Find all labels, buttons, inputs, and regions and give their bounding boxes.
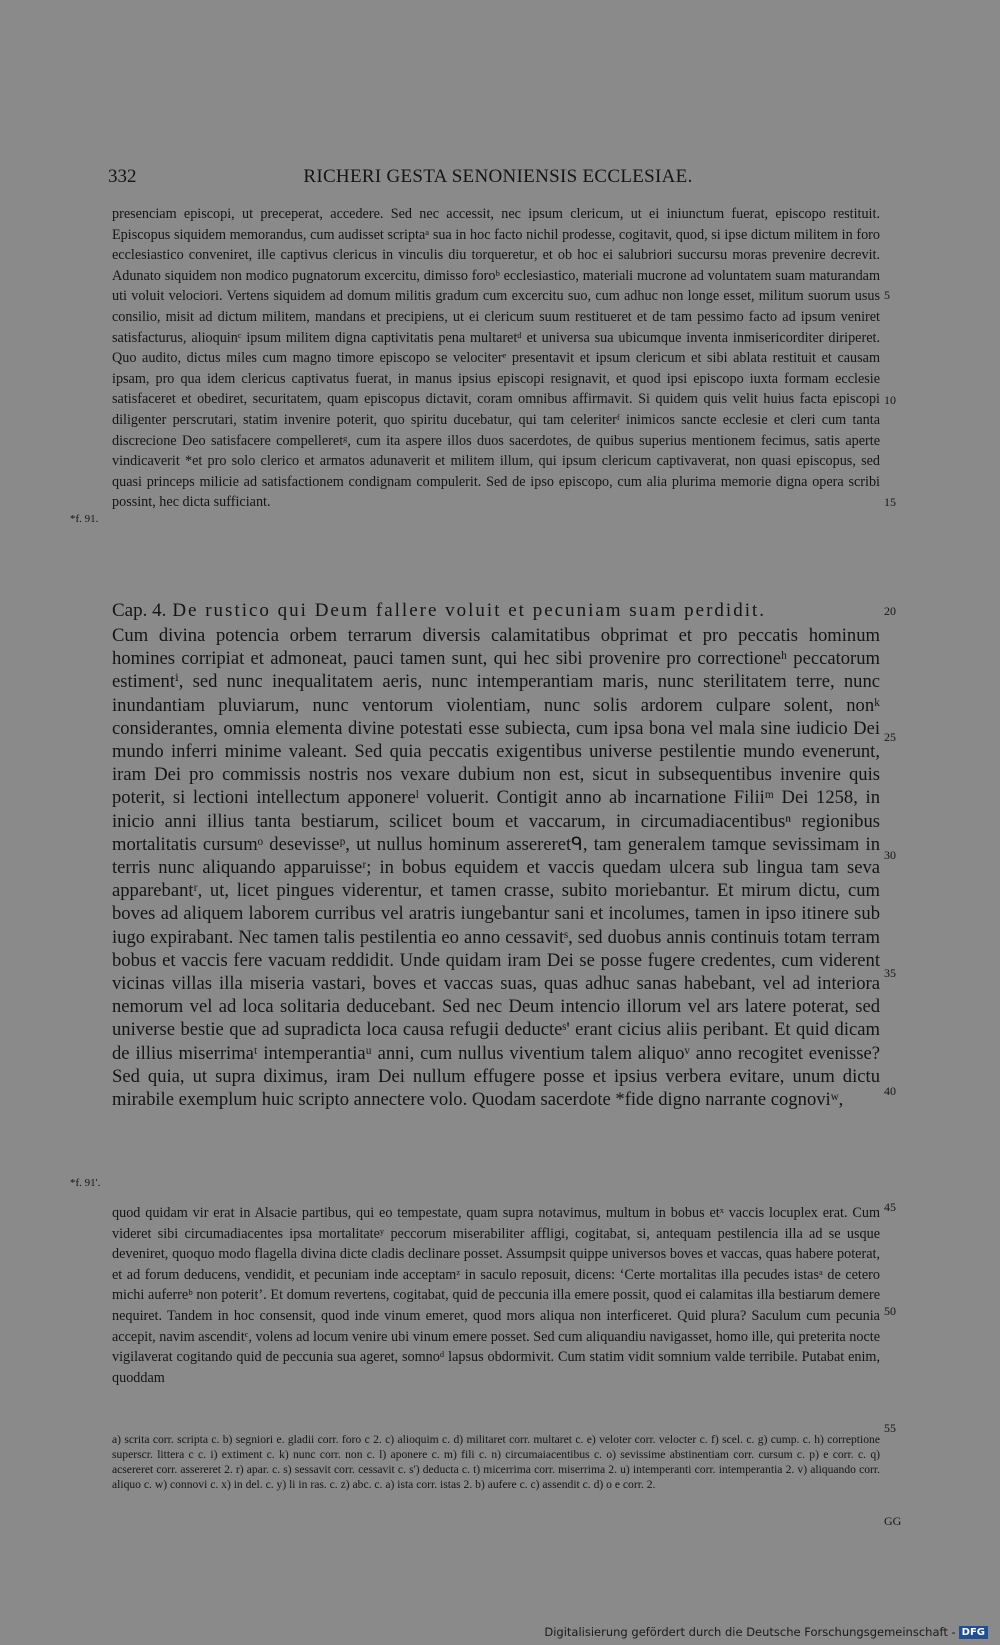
- running-title: RICHERI GESTA SENONIENSIS ECCLESIAE.: [303, 166, 693, 187]
- line-number: 30: [884, 848, 896, 862]
- line-number: 15: [884, 495, 896, 509]
- chapter-number: Cap. 4.: [112, 600, 167, 621]
- credit-text: Digitalisierung gefördert durch die Deutsche Forschungsgemeinschaft -: [544, 1625, 956, 1639]
- footnote-text: a) scrita corr. scripta c. b) segniori e. gladii corr. foro c 2. c) alioquim c. d) militaret corr. multaret c. e) veloter corr. velocter c. f) scel. c. g) cump. c. h) correptione superscr. littera c c. i) extiment c. k) nunc corr. non c. l) aponere c. m) fili c. n) circumaiacentibus c. o) sevissime abstinentiam corr. cursum c. p) e corr. c. q) acsereret corr. assereret 2. r) apar. c. s) sessavit corr. cessavit c. s') deducta c. t) micerrima corr. miserrima 2. u) intemperanti corr. intemperantia 2. v) aliquando corr. aliquo c. w) connovi c. x) in del. c. y) li in ras. c. z) abc. c. a) ista corr. istas 2. b) aufere c. c) assendit c. d) o e corr. 2.: [112, 1432, 880, 1491]
- line-number: 55: [884, 1421, 896, 1435]
- text-block-continuation: [112, 1203, 880, 1388]
- line-number: 35: [884, 966, 896, 980]
- line-number: 45: [884, 1200, 896, 1214]
- line-number: 50: [884, 1304, 896, 1318]
- chapter-heading: [112, 600, 880, 622]
- line-number: 20: [884, 604, 896, 618]
- line-number: 10: [884, 393, 896, 407]
- line-number: 5: [884, 288, 890, 302]
- signature-mark: GG: [884, 1514, 902, 1528]
- page-number: 332: [108, 166, 137, 187]
- paragraph: Cum divina potencia orbem terrarum diversis calamitatibus obprimat et pro peccatis hominum homines corripiat et admoneat, pauci tamen sunt, qui hec sibi provenire pro correctioneʰ peccatorum estimentⁱ, sed nunc inequalitatem aeris, nunc intemperantiam maris, nunc sterilitatem terre, nunc inundantiam pluviarum, nunc ventorum violentiam, nunc solis ardorem culpare solent, nonᵏ considerantes, omnia elementa divine potestati esse subiecta, cum ipsa bona vel mala sine iudicio Dei mundo inferri minime valeant. Sed quia peccatis exigentibus universe pestilentie mundo evenerunt, iram Dei pro commissis nostris nos vexare dubium non est, sicut in subsequentibus invenire quis poterit, si lectioni intellectum apponereˡ voluerit. Contigit anno ab incarnatione Filiiᵐ Dei 1258, in inicio anni illius tanta bestiarum, scilicet boum et vaccarum, in circumadiacentibusⁿ regionibus mortalitatis cursumᵒ desevisseᵖ, ut nullus hominum assereretᑫ, tam generalem tamque sevissimam in terris nunc aliquando apparuisseʳ; in bobus equidem et vaccis quedam ulcera sub lingua tam seva apparebantʳ, ut, licet pingues viderentur, et tamen crasse, subito moriebantur. Et mirum dictu, cum boves ad aliquem laborem curribus vel aratris iungebantur sani et incolumes, tamen in ipso itinere sub iugo expirabant. Nec tamen talis pestilentia eo anno cessavitˢ, sed duobus annis continuis totam terram bobus et vaccis fere vacuam reddidit. Unde quidam iram Dei se posse fugere credentes, cum viderent vicinas villas illa miseria vastari, boves et vaccas suas, quas adhuc sanas habebant, vel ad interiora nemorum vel ad loca solitaria deducebant. Sed nec Deum intencio illorum vel ars latere poterat, sed universe bestie que ad supradicta loca causa refugii deducteˢ' erant cicius aliis peribant. Et quid dicam de illius miserrimaᵗ intemperantiaᵘ anni, cum nullus viventium talem aliquoᵛ anno recogitet evenisse? Sed quia, ut supra diximus, iram Dei nullum effugere posse et ipsius verbera evitare, unum dictu mirabile exemplum huic scripto annectere volo. Quodam sacerdote *fide digno narrante cognoviʷ,: [112, 625, 880, 1111]
- dfg-logo-icon: DFG: [959, 1626, 988, 1639]
- digitization-credit: [544, 1625, 988, 1639]
- line-number: 40: [884, 1084, 896, 1098]
- paragraph: presenciam episcopi, ut preceperat, accedere. Sed nec accessit, nec ipsum clericum, ut ei iniunctum fuerat, episcopo restituit. Episcopus siquidem memorandus, cum audisset scriptaᵃ sua in hoc facto nichil prodesse, cogitavit, quod, si ipse dictum militem in foro ecclesiastico conveniret, ille captivus clericus in vinculis diu torqueretur, et ob hoc ei salubriori succursu moras prevenire decrevit. Adunato siquidem non modico pugnatorum excercitu, dimisso foroᵇ ecclesiastico, materiali mucrone ad voluntatem suam maturandam uti voluit velociori. Vertens siquidem ad domum militis gradum cum excercitu suo, cum adhuc non longe esset, militum suorum usus consilio, misit ad dictum militem, mandans et precipiens, ut ei clericum suum restitueret et de tam pessimo facto ad ipsum veniret satisfacturus, alioquinᶜ ipsum militem digna captivitatis pena multaretᵈ et universa sua ubicumque inventa inmisericorditer diriperet. Quo audito, dictus miles cum magno timore episcopo se velociterᵉ presentavit et ipsum clericum et sibi ablata restituit et causam ipsam, pro qua idem clericus captivatus fuerat, in manus ipsius episcopi resignavit, et quod ipsi episcopo iuxta formam ecclesie satisfaceret et obediret, securitatem, quam episcopus dictavit, coram omnibus affirmavit. Si quidem quis velit huius facta episcopi diligenter perscrutari, statim invenire poterit, quo spiritu ducebatur, qui tam celeriterᶠ inimicos sancte ecclesie et cleri cum tanta discrecione Deo satisfacere compelleretᵍ, cum ita aspere illos duos sacerdotes, de quibus superius mentionem fecimus, satis aperte vindicaverit *et pro solo clerico et armatos adunaverit et militem illum, qui ipsum clericum captivaverat, non quasi episcopus, sed quasi princeps milicie ad satisfactionem condignam compulerit. Sed de ipso episcopo, cum alia plurima memorie digna opera scribi possint, hec dicta sufficiant.: [112, 206, 880, 511]
- folio-marker: *f. 91.: [70, 513, 99, 525]
- text-block-preceding-chapter: [112, 204, 880, 513]
- paragraph: quod quidam vir erat in Alsacie partibus, qui eo tempestate, quam supra notavimus, multum in bobus etˣ vaccis locuplex erat. Cum videret sibi circumadiacentes ipsa mortalitateʸ peccorum miserabiliter affligi, cogitabat, si, antequam pestilencia illa ad se usque deveniret, quoquo modo flagella divina dicte cladis declinare posset. Assumpsit quippe universos boves et vaccas, quas habere poterat, et ad forum deducens, vendidit, et pecuniam inde acceptamᶻ in saculo reposuit, dicens: ‘Certe mortalitas illa pecudes istasᵃ de cetero michi auferreᵇ non poterit’. Et domum revertens, cogitabat, quid de peccunia illa emere possit, quod ei calamitas illa bestiarum demere nequiret. Tandem in hoc consensit, quod inde vinum emeret, quod mors aliqua non interficeret. Quid plura? Saculum cum pecunia accepit, navim ascenditᶜ, volens ad locum venire ubi vinum emere posset. Sed cum aliquandiu navigasset, homo ille, qui preterita nocte vigilaverat cogitando quid de peccunia sua ageret, somnoᵈ lapsus obdormivit. Cum statim vidit somnium valde terribile. Putabat enim, quoddam: [112, 1205, 880, 1386]
- text-block-main: [112, 624, 880, 1111]
- line-number: 25: [884, 730, 896, 744]
- footnotes: [112, 1420, 880, 1503]
- chapter-title: De rustico qui Deum fallere voluit et pecuniam suam perdidit.: [172, 600, 767, 621]
- page-header: [108, 166, 888, 190]
- folio-marker: *f. 91'.: [70, 1177, 101, 1189]
